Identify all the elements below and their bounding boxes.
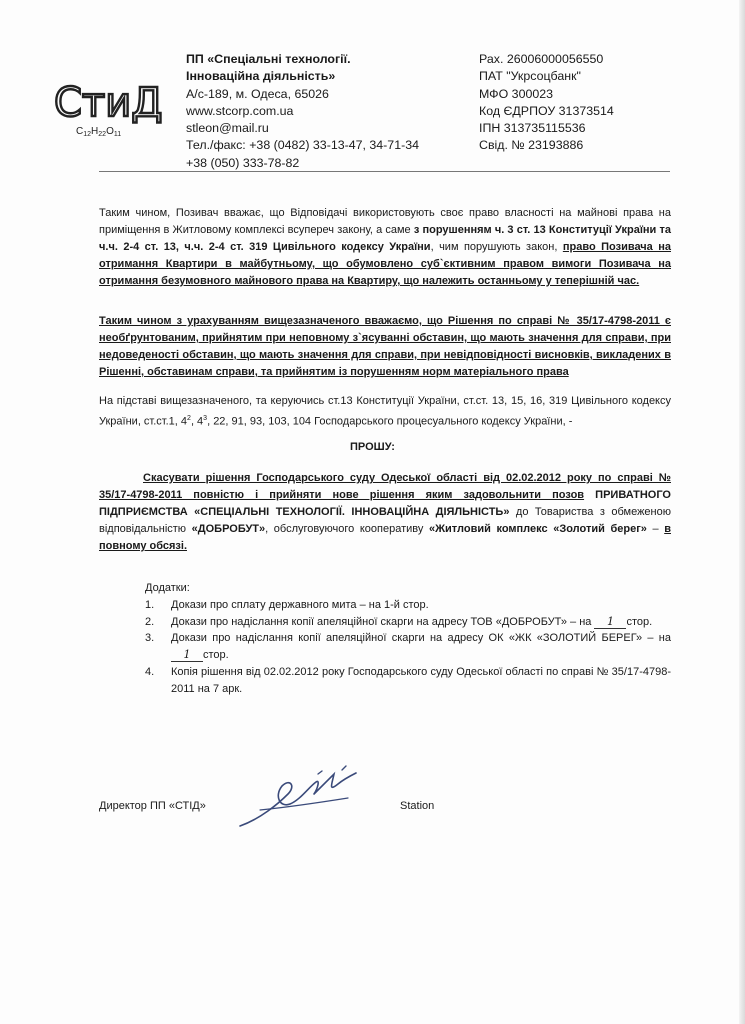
company-name-line2: Інноваційна діяльність» xyxy=(186,69,336,84)
handwritten-page-count: 1 xyxy=(171,649,203,662)
paragraph-violation: Таким чином, Позивач вважає, що Відповідачі використовують своє право власності на майнові права на приміщення в Житловому комплексі всупереч закону, а саме з порушенням ч. 3 ст. 13 Конституції України та ч.ч. 2-4 ст. 13, ч.ч. 2-4 ст. 319 Цивільного кодексу України, чим порушують закон, право Позивача на отримання Квартири в майбутньому, що обумовлено суб`єктивним правом вимоги Позивача на отримання безумовного майнового права на Квартиру, що належить останньому у теперішній час. xyxy=(99,207,671,287)
handwritten-page-count: 1 xyxy=(594,616,626,629)
bank-requisites xyxy=(479,51,614,155)
company-name-line1: ПП «Спеціальні технології. xyxy=(186,52,351,66)
attachments-list xyxy=(145,580,671,698)
logo-mark: СтиД xyxy=(54,80,163,126)
page-edge-shadow xyxy=(739,0,745,1024)
company-logo xyxy=(52,72,164,138)
bank-name: ПАТ "Укрсоцбанк" xyxy=(479,69,581,84)
signatory-name: Station xyxy=(400,800,435,812)
company-mobile: +38 (050) 333-78-82 xyxy=(186,155,300,170)
handwritten-signature xyxy=(230,764,380,834)
company-email: stleon@mail.ru xyxy=(186,121,269,136)
company-requisites xyxy=(186,51,419,172)
attachment-item: 4. Копія рішення від 02.02.2012 року Господарського суду Одеської області по справі № 35/17-4798-2011 на 7 арк. xyxy=(145,665,671,695)
company-phone: Тел./факс: +38 (0482) 33-13-47, 34-71-34 xyxy=(186,138,419,153)
company-website: www.stcorp.com.ua xyxy=(186,103,294,118)
attachment-item: 1. Докази про сплату державного мита – на 1-й стор. xyxy=(145,598,429,611)
company-address: А/с-189, м. Одеса, 65026 xyxy=(186,86,329,101)
attachment-item: 3. Докази про надіслання копії апеляційної скарги на адресу ОК «ЖК «ЗОЛОТИЙ БЕРЕГ» – на 1 стор. xyxy=(145,632,671,662)
signatory-role: Директор ПП «СТІД» xyxy=(99,800,206,812)
request-title: ПРОШУ: xyxy=(350,441,395,453)
bank-mfo: МФО 300023 xyxy=(479,86,554,101)
tax-id: ІПН 313735115536 xyxy=(479,121,586,136)
edrpou-code: Код ЄДРПОУ 31373514 xyxy=(479,103,614,118)
bank-account: Рах. 26006000056550 xyxy=(479,52,604,66)
certificate-number: Свід. № 23193886 xyxy=(479,138,584,153)
attachments-heading: Додатки: xyxy=(145,582,190,594)
header-divider xyxy=(99,171,670,172)
paragraph-request: Скасувати рішення Господарського суду Одеської області від 02.02.2012 року по справі № 35/17-4798-2011 повністю і прийняти нове рішення яким задовольнити позов ПРИВАТНОГО ПІДПРИЄМСТВА «СПЕЦІАЛЬНІ ТЕХНОЛОГІЇ. ІННОВАЦІЙНА ДІЯЛЬНІСТЬ» до Товариства з обмеженою відповідальністю «ДОБРОБУТ», обслуговуючого кооперативу «Житловий комплекс «Золотий берег» – в повному обсязі. xyxy=(99,472,671,552)
logo-formula: $C_{12}H_{22}O_{11}$ xyxy=(76,126,122,138)
attachment-item: 2. Докази про надіслання копії апеляційної скарги на адресу ТОВ «ДОБРОБУТ» – на 1 стор. xyxy=(145,614,653,628)
paragraph-conclusion: Таким чином з урахуванням вищезазначеного вважаємо, що Рішення по справі № 35/17-4798-2011 є необґрунтованим, прийнятим при неповному з`ясуванні обставин, що мають значення для справи, при недоведеності обставин, що мають значення для справи, при невідповідності висновків, викладених в Рішенні, обставинам справи, та прийнятим із порушенням норм матеріального права xyxy=(99,315,671,378)
paragraph-legal-basis: На підставі вищезазначеного, та керуючись ст.13 Конституції України, ст.ст. 13, 15, 16, 319 Цивільного кодексу України, ст.ст.1, $4^2$, $4^3$, 22, 91, 93, 103, 104 Господарського процесуального кодексу України, - xyxy=(99,395,671,428)
